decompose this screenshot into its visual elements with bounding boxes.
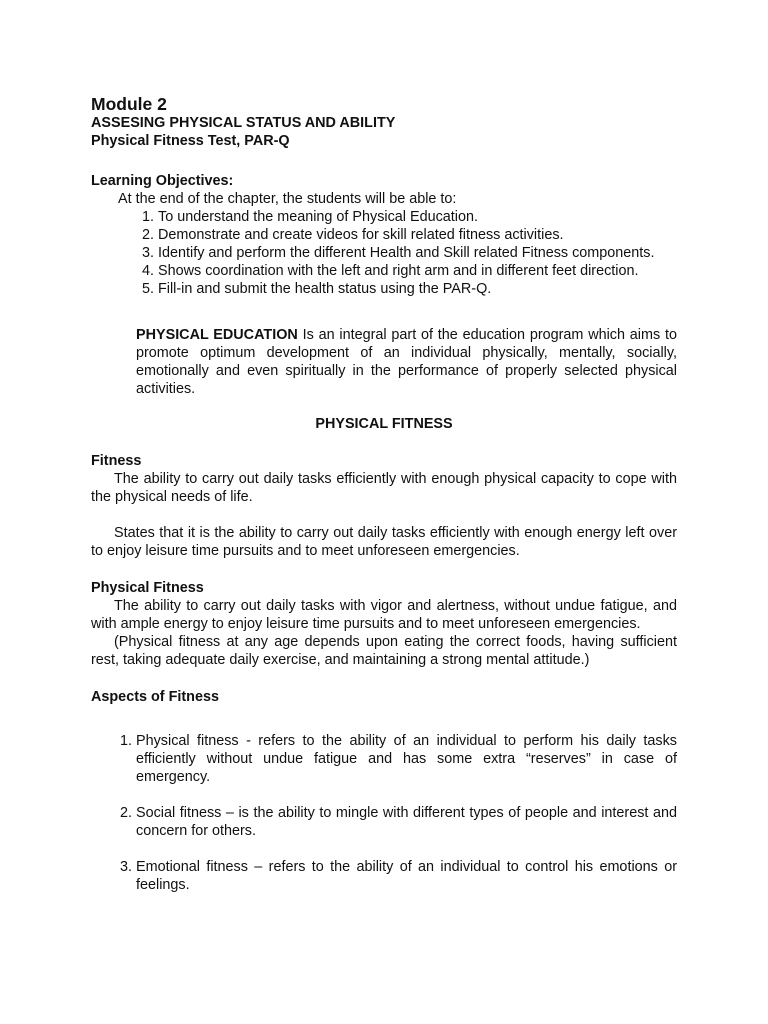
aspect-item: 2. Social fitness – is the ability to mingle with different types of people and interest and concern for others. (136, 804, 677, 840)
document-title: ASSESING PHYSICAL STATUS AND ABILITY (91, 115, 396, 131)
learning-objectives-list (91, 208, 677, 298)
aspect-item: 3. Emotional fitness – refers to the ability of an individual to control his emotions or feelings. (136, 858, 677, 894)
aspects-heading: Aspects of Fitness (91, 689, 219, 705)
fitness-paragraph-2: States that it is the ability to carry out daily tasks efficiently with enough energy left over to enjoy leisure time pursuits and to meet unforeseen emergencies. (91, 525, 677, 559)
learning-objectives-heading: Learning Objectives: (91, 173, 234, 189)
pe-definition-paragraph (136, 326, 677, 398)
objective-item: 5. Fill-in and submit the health status using the PAR-Q. (158, 280, 677, 298)
objective-item: 1. To understand the meaning of Physical Education. (158, 208, 677, 226)
module-title: Module 2 (91, 94, 167, 114)
aspect-item: 1. Physical fitness - refers to the ability of an individual to perform his daily tasks efficiently without undue fatigue and has some extra “reserves” in case of emergency. (136, 732, 677, 786)
fitness-paragraph-1: The ability to carry out daily tasks efficiently with enough physical capacity to cope with the physical needs of life. (91, 471, 677, 505)
objective-item: 4. Shows coordination with the left and right arm and in different feet direction. (158, 262, 677, 280)
physical-fitness-heading: Physical Fitness (91, 580, 204, 596)
document-page (91, 94, 677, 912)
objective-item: 3. Identify and perform the different Health and Skill related Fitness components. (158, 244, 677, 262)
fitness-heading: Fitness (91, 453, 142, 469)
pe-definition: Is an integral part of the education program which aims to promote optimum development of an individual physically, mentally, socially, emotionally and even spiritually in the performance of properly selected physical activities. (136, 327, 677, 397)
aspects-list (91, 732, 677, 894)
learning-objectives-intro: At the end of the chapter, the students will be able to: (118, 191, 457, 207)
physical-fitness-paragraph-1: The ability to carry out daily tasks with vigor and alertness, without undue fatigue, and with ample energy to enjoy leisure time pursuits and to meet unforeseen emergencies. (91, 598, 677, 632)
physical-fitness-paragraph-2: (Physical fitness at any age depends upon eating the correct foods, having sufficient rest, taking adequate daily exercise, and maintaining a strong mental attitude.) (91, 634, 677, 668)
objective-item: 2. Demonstrate and create videos for skill related fitness activities. (158, 226, 677, 244)
document-subtitle: Physical Fitness Test, PAR-Q (91, 133, 290, 149)
physical-fitness-section-heading: PHYSICAL FITNESS (315, 416, 453, 432)
pe-term: PHYSICAL EDUCATION (136, 327, 298, 343)
